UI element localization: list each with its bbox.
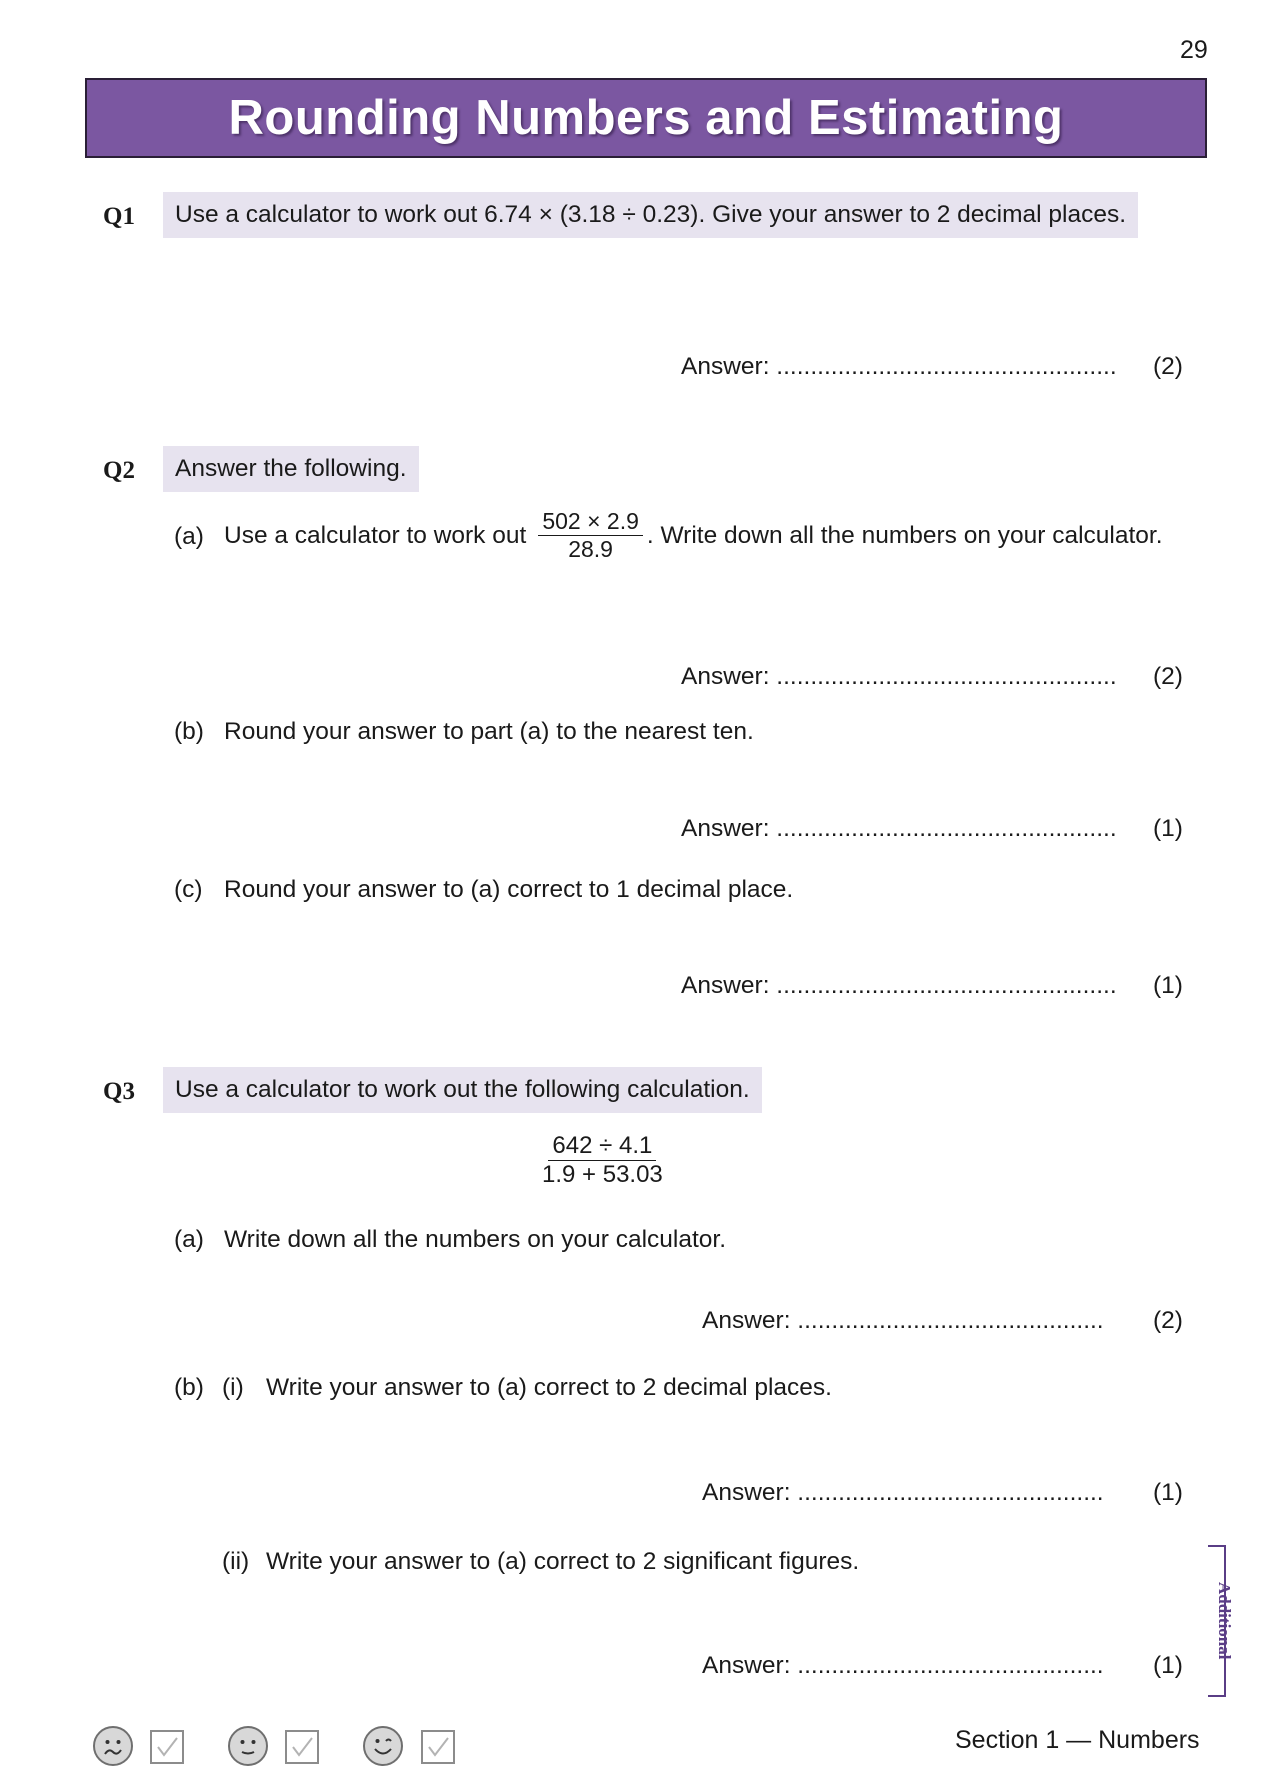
question-3-fraction <box>538 1134 667 1187</box>
question-2c-answer-line[interactable]: Answer: .................................................. <box>681 972 1117 999</box>
confidence-checkbox-low[interactable] <box>150 1730 184 1764</box>
question-3-prompt: Use a calculator to work out the following calculation. <box>163 1067 762 1113</box>
confidence-checkbox-medium[interactable] <box>285 1730 319 1764</box>
question-3a-text: Write down all the numbers on your calculator. <box>224 1226 727 1253</box>
question-3b-ii-text: Write your answer to (a) correct to 2 significant figures. <box>266 1548 860 1575</box>
question-3b-ii-answer-line[interactable]: Answer: ............................................. <box>702 1652 1104 1679</box>
question-1-prompt: Use a calculator to work out 6.74 × (3.18 ÷ 0.23). Give your answer to 2 decimal places. <box>163 192 1138 238</box>
question-3b-i-answer-line[interactable]: Answer: ............................................. <box>702 1479 1104 1506</box>
question-3b-i-label: (i) <box>222 1374 244 1401</box>
question-1-label: Q1 <box>103 203 135 230</box>
question-2a-text-after: . Write down all the numbers on your calculator. <box>646 521 1163 549</box>
question-2-prompt: Answer the following. <box>163 446 419 492</box>
title-banner <box>85 78 1207 158</box>
question-2a-answer-line[interactable]: Answer: .................................................. <box>681 663 1117 690</box>
question-3b-label: (b) <box>174 1374 204 1401</box>
question-2b-label: (b) <box>174 718 204 745</box>
question-2a-fraction <box>538 510 643 561</box>
question-2a-label: (a) <box>174 523 204 550</box>
question-3a-label: (a) <box>174 1226 204 1253</box>
question-3b-i-marks: (1) <box>1153 1479 1183 1506</box>
question-2b-marks: (1) <box>1153 815 1183 842</box>
question-2a-marks: (2) <box>1153 663 1183 690</box>
question-2a-text-before: Use a calculator to work out <box>224 521 527 549</box>
question-2a-text <box>224 508 1163 563</box>
question-2b-answer-line[interactable]: Answer: .................................................. <box>681 815 1117 842</box>
page-number: 29 <box>1180 36 1208 64</box>
question-1-answer-line[interactable]: Answer: .................................................. <box>681 353 1117 380</box>
question-3-denominator: 1.9 + 53.03 <box>542 1161 663 1188</box>
question-3-numerator: 642 ÷ 4.1 <box>548 1134 656 1161</box>
question-2a-denominator: 28.9 <box>568 536 613 562</box>
question-2c-marks: (1) <box>1153 972 1183 999</box>
page-title: Rounding Numbers and Estimating <box>228 91 1064 145</box>
question-1-marks: (2) <box>1153 353 1183 380</box>
question-2a-numerator: 502 × 2.9 <box>538 510 643 536</box>
question-3b-ii-label: (ii) <box>222 1548 250 1575</box>
question-3b-ii-marks: (1) <box>1153 1652 1183 1679</box>
question-3a-marks: (2) <box>1153 1307 1183 1334</box>
question-2b-text: Round your answer to part (a) to the nearest ten. <box>224 718 754 745</box>
question-3a-answer-line[interactable]: Answer: ............................................. <box>702 1307 1104 1334</box>
happy-face-icon <box>363 1726 403 1766</box>
confidence-checkbox-high[interactable] <box>421 1730 455 1764</box>
question-3-expression <box>538 1134 667 1187</box>
sad-face-icon <box>93 1726 133 1766</box>
section-footer: Section 1 — Numbers <box>955 1726 1200 1754</box>
question-2c-label: (c) <box>174 876 203 903</box>
neutral-face-icon <box>228 1726 268 1766</box>
question-2c-text: Round your answer to (a) correct to 1 decimal place. <box>224 876 794 903</box>
question-3-label: Q3 <box>103 1078 135 1105</box>
side-tab-label: Additional <box>1215 1582 1234 1660</box>
question-2-label: Q2 <box>103 457 135 484</box>
question-3b-i-text: Write your answer to (a) correct to 2 decimal places. <box>266 1374 832 1401</box>
